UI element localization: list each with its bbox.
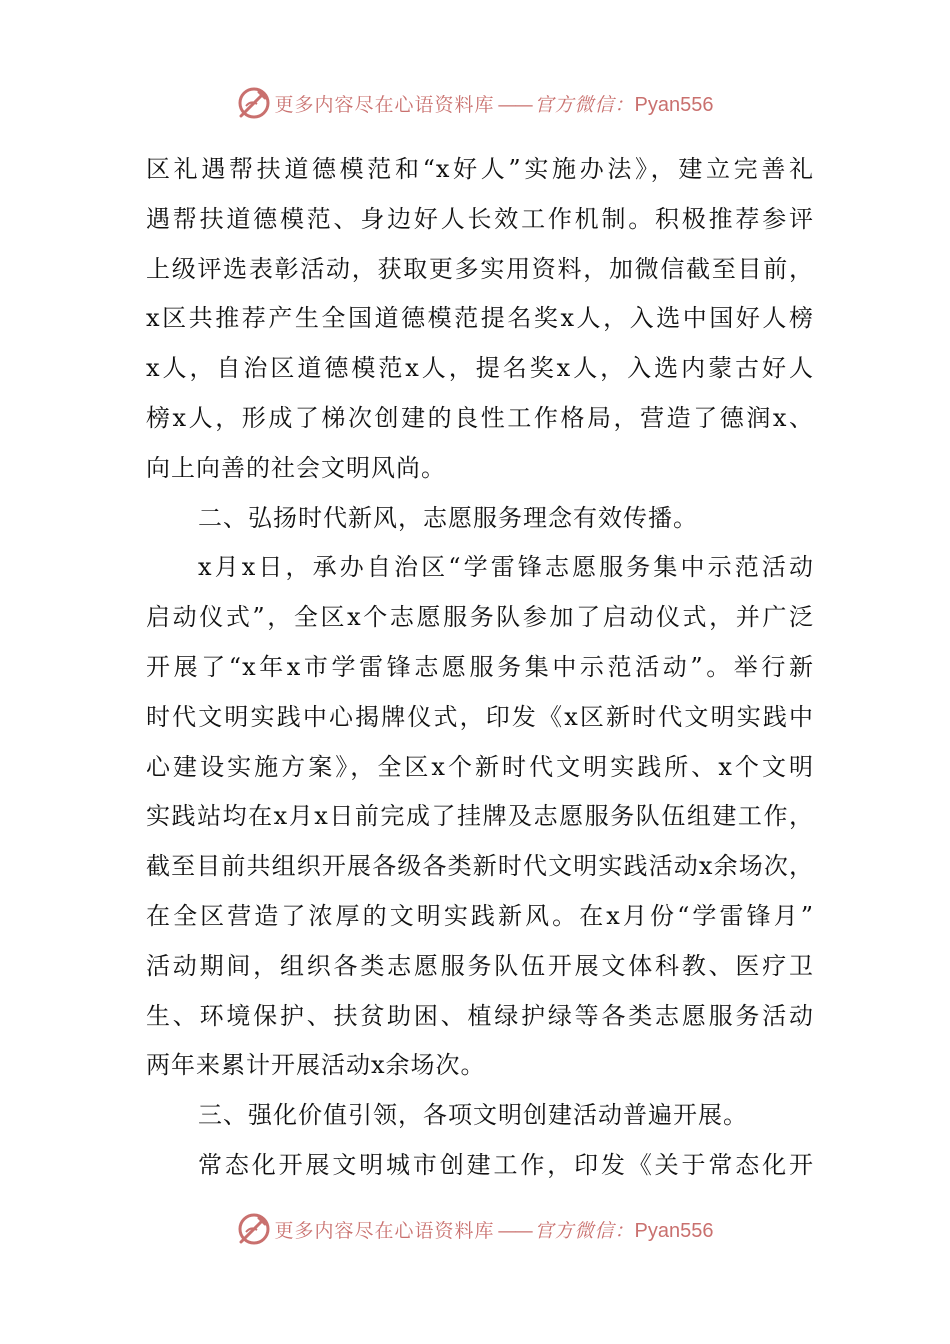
watermark-secondary: 官方微信： — [534, 1219, 635, 1242]
watermark-text — [275, 90, 714, 117]
pen-logo-icon — [237, 1212, 271, 1246]
watermark-footer — [0, 1204, 950, 1254]
text-line: 实践站均在x月x日前完成了挂牌及志愿服务队伍组建工作， — [146, 802, 814, 831]
text-line: 上级评选表彰活动，获取更多实用资料，加微信截至目前， — [146, 254, 814, 283]
text-line: 生、环境保护、扶贫助困、植绿护绿等各类志愿服务活动 — [146, 1001, 814, 1030]
text-line: 遇帮扶道德模范、身边好人长效工作机制。积极推荐参评 — [146, 204, 814, 233]
text-line: 常态化开展文明城市创建工作，印发《关于常态化开 — [198, 1150, 814, 1179]
text-line: 心建设实施方案》，全区x个新时代文明实践所、x个文明 — [146, 752, 814, 781]
text-line: x人，自治区道德模范x人，提名奖x人，入选内蒙古好人 — [146, 354, 814, 383]
text-line: 区礼遇帮扶道德模范和“x好人”实施办法》，建立完善礼 — [146, 155, 814, 183]
text-line: 三、强化价值引领，各项文明创建活动普遍开展。 — [198, 1101, 748, 1130]
watermark-secondary: 官方微信： — [534, 93, 635, 116]
watermark-text — [275, 1216, 714, 1243]
text-line: 二、弘扬时代新风，志愿服务理念有效传播。 — [198, 503, 698, 532]
text-line: 向上向善的社会文明风尚。 — [146, 453, 446, 482]
text-line: 启动仪式”，全区x个志愿服务队参加了启动仪式，并广泛 — [146, 603, 814, 632]
text-line: 榜x人，形成了梯次创建的良性工作格局，营造了德润x、 — [146, 403, 814, 432]
watermark-id: Pyan556 — [634, 93, 714, 116]
watermark-header — [0, 78, 950, 128]
pen-logo-icon — [237, 86, 271, 120]
watermark-main: 更多内容尽在心语资料库 — [274, 93, 495, 116]
text-line: 时代文明实践中心揭牌仪式，印发《x区新时代文明实践中 — [146, 702, 814, 731]
watermark-main: 更多内容尽在心语资料库 — [274, 1219, 495, 1242]
watermark-separator: —— — [497, 93, 532, 116]
text-line: 在全区营造了浓厚的文明实践新风。在x月份“学雷锋月” — [146, 901, 814, 930]
text-line: 活动期间，组织各类志愿服务队伍开展文体科教、医疗卫 — [146, 951, 814, 980]
text-line: x月x日，承办自治区“学雷锋志愿服务集中示范活动 — [198, 553, 814, 582]
watermark-separator: —— — [497, 1219, 532, 1242]
text-line: 截至目前共组织开展各级各类新时代文明实践活动x余场次， — [146, 852, 814, 881]
text-line: 开展了“x年x市学雷锋志愿服务集中示范活动”。举行新 — [146, 652, 814, 681]
watermark-id: Pyan556 — [634, 1219, 714, 1242]
text-line: 两年来累计开展活动x余场次。 — [146, 1051, 486, 1080]
text-line: x区共推荐产生全国道德模范提名奖x人，入选中国好人榜 — [146, 304, 814, 333]
document-body — [146, 145, 814, 1191]
